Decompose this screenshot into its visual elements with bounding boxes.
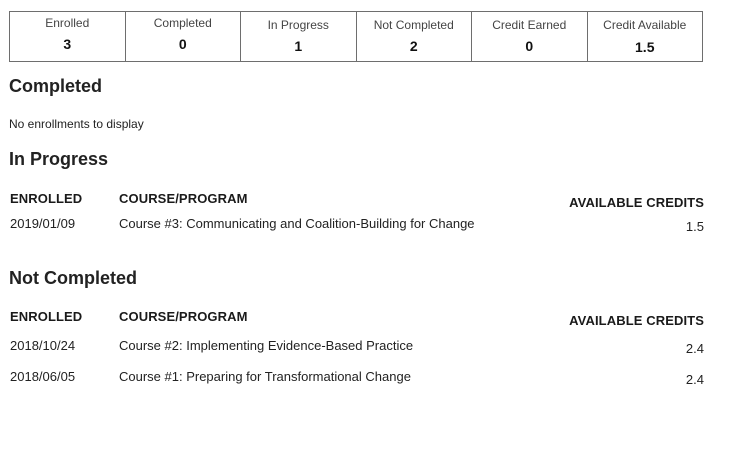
row-course-name: Course #3: Communicating and Coalition-Building for Change bbox=[119, 216, 475, 231]
header-course: COURSE/PROGRAM bbox=[119, 309, 248, 324]
summary-in-progress bbox=[241, 12, 357, 61]
header-enrolled: ENROLLED bbox=[10, 309, 83, 324]
not-completed-section-title: Not Completed bbox=[9, 268, 137, 288]
summary-credit-earned bbox=[472, 12, 588, 61]
table-row bbox=[9, 338, 704, 360]
table-row bbox=[9, 369, 704, 391]
row-course-name: Course #1: Preparing for Transformational Change bbox=[119, 369, 411, 384]
header-available-credits: AVAILABLE CREDITS bbox=[569, 313, 704, 328]
row-course-name: Course #2: Implementing Evidence-Based Practice bbox=[119, 338, 414, 353]
summary-label: Completed bbox=[153, 16, 212, 30]
summary-label: In Progress bbox=[267, 18, 329, 32]
row-credits: 2.4 bbox=[685, 372, 704, 387]
summary-value: 0 bbox=[178, 36, 187, 52]
summary-value: 1.5 bbox=[635, 39, 655, 55]
not-completed-table bbox=[9, 309, 704, 391]
table-row bbox=[9, 216, 704, 238]
summary-not-completed bbox=[357, 12, 473, 61]
summary-label: Enrolled bbox=[45, 16, 90, 30]
summary-value: 1 bbox=[294, 38, 303, 54]
completed-section-title: Completed bbox=[9, 76, 103, 96]
in-progress-table bbox=[9, 191, 704, 238]
row-enrolled-date: 2019/01/09 bbox=[10, 216, 76, 231]
summary-enrolled bbox=[10, 12, 126, 61]
summary-value: 3 bbox=[63, 36, 72, 52]
summary-value: 2 bbox=[409, 38, 418, 54]
row-credits: 1.5 bbox=[685, 219, 704, 234]
completed-empty-message: No enrollments to display bbox=[9, 117, 144, 131]
row-credits: 2.4 bbox=[685, 341, 704, 356]
summary-label: Credit Available bbox=[603, 18, 687, 32]
in-progress-section-title: In Progress bbox=[9, 149, 109, 169]
enrollment-summary-table bbox=[9, 11, 703, 62]
summary-label: Not Completed bbox=[373, 18, 454, 32]
header-course: COURSE/PROGRAM bbox=[119, 191, 248, 206]
row-enrolled-date: 2018/10/24 bbox=[10, 338, 76, 353]
header-available-credits: AVAILABLE CREDITS bbox=[569, 195, 704, 210]
summary-value: 0 bbox=[525, 38, 534, 54]
summary-credit-available bbox=[588, 12, 703, 61]
summary-label: Credit Earned bbox=[492, 18, 567, 32]
summary-completed bbox=[126, 12, 242, 61]
header-enrolled: ENROLLED bbox=[10, 191, 83, 206]
table-header bbox=[9, 309, 704, 331]
row-enrolled-date: 2018/06/05 bbox=[10, 369, 76, 384]
table-header bbox=[9, 191, 704, 213]
